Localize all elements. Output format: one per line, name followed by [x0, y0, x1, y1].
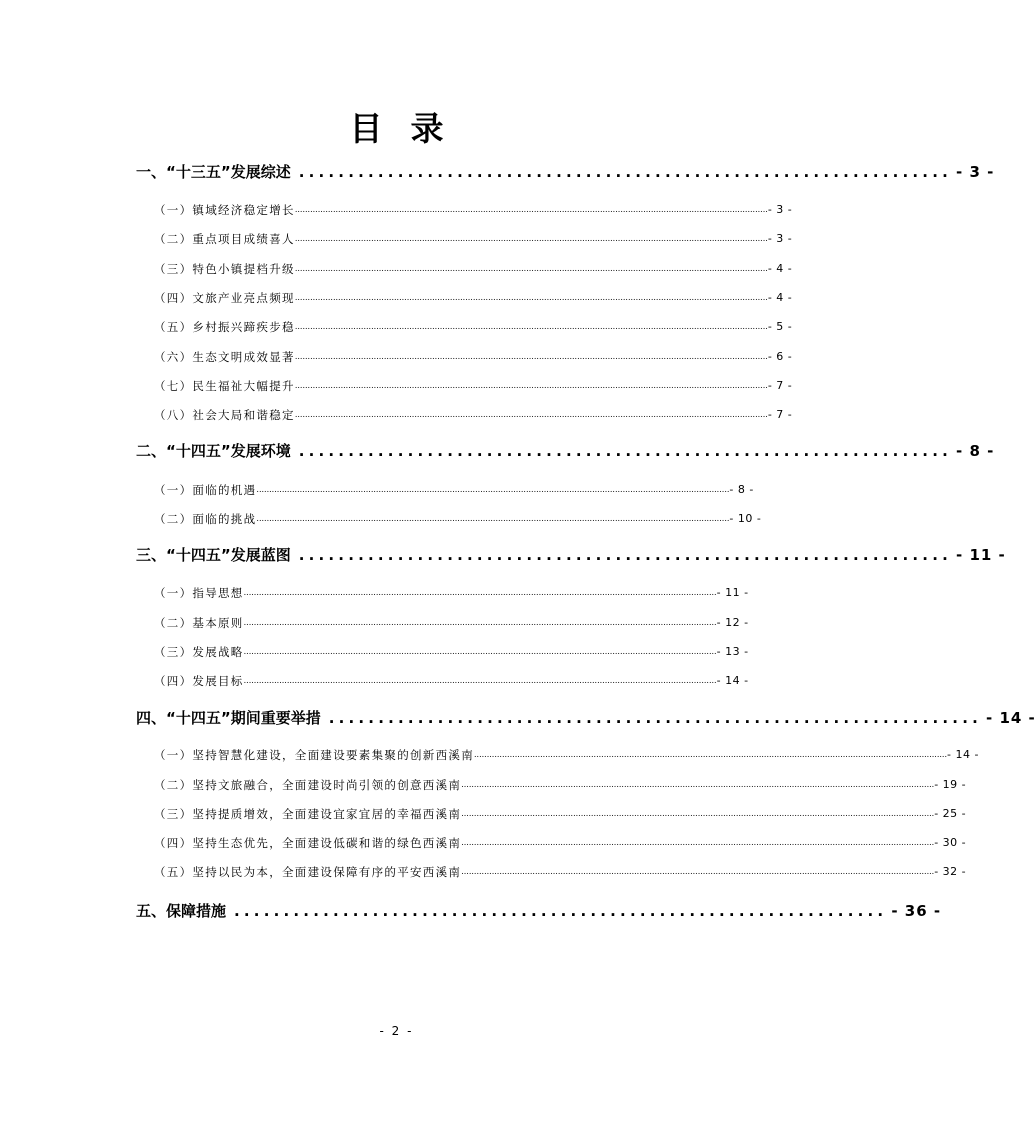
toc-entry-page: - 12 - [716, 616, 749, 629]
toc-entry-page: - 8 - [956, 442, 995, 460]
toc-entry-label: （三）特色小镇提档升级 [154, 262, 295, 276]
toc-entry-label: （三）发展战略 [154, 645, 244, 659]
toc-entry-label: （一）面临的机遇 [154, 483, 257, 497]
toc-entry-page: - 4 - [767, 291, 793, 304]
toc-entry-page: - 13 - [716, 645, 749, 658]
toc-entry-1-5[interactable] [154, 319, 793, 335]
toc-entry-label: （七）民生福祉大幅提升 [154, 379, 295, 393]
dot-leader: .......................................................................................................................................................................................... [256, 514, 730, 523]
dot-leader: .......................................................................................................................................................................................... [294, 293, 768, 302]
toc-entry-4-3[interactable] [154, 806, 967, 822]
dot-leader: .................................................................. [234, 902, 888, 920]
toc-entry-page: - 30 - [934, 836, 967, 849]
toc-entry-2-2[interactable] [154, 511, 762, 527]
toc-entry-1-2[interactable] [154, 231, 793, 247]
toc-entry-label: （一）镇域经济稳定增长 [154, 203, 295, 217]
toc-entry-label: 三、“十四五”发展蓝图 [136, 546, 291, 564]
dot-leader: .......................................................................................................................................................................................... [243, 647, 717, 656]
toc-entry-4-2[interactable] [154, 777, 967, 793]
toc-entry-3-2[interactable] [154, 615, 749, 631]
toc-entry-1-4[interactable] [154, 290, 793, 306]
dot-leader: .................................................................. [298, 546, 953, 564]
toc-entry-page: - 14 - [947, 748, 979, 761]
toc-entry-section-1[interactable] [136, 162, 995, 182]
dot-leader: .......................................................................................................................................................................................... [461, 780, 935, 789]
toc-entry-page: - 32 - [934, 865, 967, 878]
toc-entry-page: - 3 - [956, 163, 995, 181]
toc-entry-section-5[interactable] [136, 901, 942, 921]
toc-entry-page: - 7 - [767, 379, 793, 392]
toc-entry-3-3[interactable] [154, 644, 749, 660]
toc-entry-label: 二、“十四五”发展环境 [136, 442, 291, 460]
toc-entry-page: - 25 - [934, 807, 967, 820]
toc-entry-1-8[interactable] [154, 407, 793, 423]
toc-entry-page: - 6 - [767, 350, 793, 363]
toc-entry-1-7[interactable] [154, 378, 793, 394]
toc-entry-section-3[interactable] [136, 545, 1006, 565]
toc-entry-1-6[interactable] [154, 349, 793, 365]
page-number: - 2 - [379, 1024, 414, 1038]
toc-entry-section-4[interactable] [136, 708, 1036, 728]
dot-leader: .......................................................................................................................................................................................... [294, 410, 768, 419]
dot-leader: .......................................................................................................................................................................................... [294, 264, 768, 273]
page-title: 目录 [349, 109, 472, 148]
dot-leader: .......................................................................................................................................................................................... [461, 867, 935, 876]
toc-entry-label: （六）生态文明成效显著 [154, 350, 295, 364]
dot-leader: .......................................................................................................................................................................................... [294, 381, 768, 390]
toc-entry-label: （八）社会大局和谐稳定 [154, 408, 295, 422]
toc-entry-label: （四）文旅产业亮点频现 [154, 291, 295, 305]
toc-entry-1-3[interactable] [154, 261, 793, 277]
toc-entry-4-5[interactable] [154, 864, 967, 880]
toc-entry-page: - 36 - [891, 902, 942, 920]
toc-entry-page: - 11 - [716, 586, 749, 599]
toc-entry-label: （五）乡村振兴蹄疾步稳 [154, 320, 295, 334]
toc-entry-label: （一）坚持智慧化建设，全面建设要素集聚的创新西溪南 [154, 748, 474, 762]
dot-leader: .................................................................. [298, 442, 953, 460]
toc-entry-page: - 19 - [934, 778, 967, 791]
toc-entry-4-4[interactable] [154, 835, 967, 851]
dot-leader: .......................................................................................................................................................................................... [243, 618, 717, 627]
toc-entry-page: - 7 - [767, 408, 793, 421]
toc-entry-3-1[interactable] [154, 585, 749, 601]
toc-entry-label: （四）坚持生态优先，全面建设低碳和谐的绿色西溪南 [154, 836, 462, 850]
dot-leader: .......................................................................................................................................................................................... [243, 676, 717, 685]
toc-entry-label: 四、“十四五”期间重要举措 [136, 709, 321, 727]
toc-entry-page: - 11 - [956, 546, 1006, 564]
toc-entry-label: 一、“十三五”发展综述 [136, 163, 291, 181]
toc-entry-page: - 4 - [767, 262, 793, 275]
toc-entry-label: （一）指导思想 [154, 586, 244, 600]
dot-leader: .......................................................................................................................................................................................... [294, 205, 768, 214]
dot-leader: .......................................................................................................................................................................................... [256, 485, 730, 494]
toc-entry-page: - 5 - [767, 320, 793, 333]
dot-leader: .................................................................. [298, 163, 953, 181]
dot-leader: .......................................................................................................................................................................................... [461, 838, 935, 847]
toc-entry-label: （五）坚持以民为本，全面建设保障有序的平安西溪南 [154, 865, 462, 879]
toc-entry-3-4[interactable] [154, 673, 749, 689]
toc-entry-label: 五、保障措施 [136, 902, 227, 920]
toc-entry-page: - 10 - [729, 512, 762, 525]
toc-entry-label: （二）基本原则 [154, 616, 244, 630]
toc-entry-label: （二）面临的挑战 [154, 512, 257, 526]
dot-leader: .......................................................................................................................................................................................... [474, 750, 947, 759]
toc-entry-page: - 3 - [767, 232, 793, 245]
toc-entry-label: （四）发展目标 [154, 674, 244, 688]
dot-leader: .................................................................. [328, 709, 983, 727]
toc-entry-page: - 3 - [767, 203, 793, 216]
toc-entry-4-1[interactable] [154, 747, 979, 763]
toc-entry-label: （二）重点项目成绩喜人 [154, 232, 295, 246]
toc-entry-page: - 8 - [729, 483, 754, 496]
toc-entry-label: （三）坚持提质增效，全面建设宜家宜居的幸福西溪南 [154, 807, 462, 821]
toc-entry-section-2[interactable] [136, 441, 995, 461]
dot-leader: .......................................................................................................................................................................................... [243, 588, 717, 597]
toc-entry-label: （二）坚持文旅融合，全面建设时尚引领的创意西溪南 [154, 778, 462, 792]
toc-entry-page: - 14 - [716, 674, 749, 687]
dot-leader: .......................................................................................................................................................................................... [294, 234, 768, 243]
dot-leader: .......................................................................................................................................................................................... [294, 322, 768, 331]
dot-leader: .......................................................................................................................................................................................... [461, 809, 935, 818]
toc-entry-2-1[interactable] [154, 482, 754, 498]
dot-leader: .......................................................................................................................................................................................... [294, 352, 768, 361]
toc-entry-1-1[interactable] [154, 202, 793, 218]
toc-entry-page: - 14 - [986, 709, 1036, 727]
